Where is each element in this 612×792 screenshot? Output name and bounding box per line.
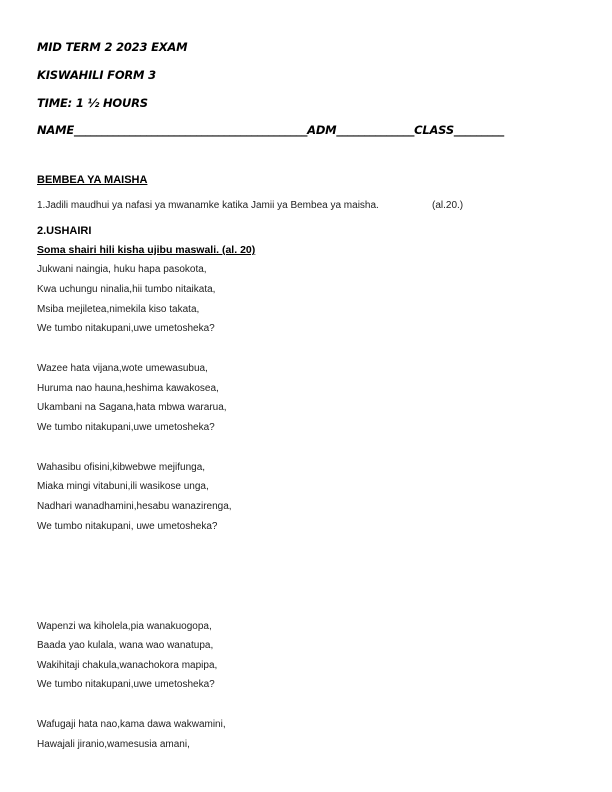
poem-line: Jukwani naingia, huku hapa pasokota, xyxy=(37,264,207,275)
poem-line: Miaka mingi vitabuni,ili wasikose unga, xyxy=(37,481,209,492)
poem-line: Msiba mejiletea,nimekila kiso takata, xyxy=(37,304,200,315)
poem-line: Nadhari wanadhamini,hesabu wanazirenga, xyxy=(37,501,232,512)
poem-line: Wapenzi wa kiholela,pia wanakuogopa, xyxy=(37,621,212,632)
poem-line: Ukambani na Sagana,hata mbwa wararua, xyxy=(37,402,227,413)
poem-line: We tumbo nitakupani, uwe umetosheka? xyxy=(37,521,218,532)
section2-title: 2.USHAIRI xyxy=(37,225,92,237)
question-1 xyxy=(37,200,379,211)
poem-line: Kwa uchungu ninalia,hii tumbo nitaikata, xyxy=(37,284,216,295)
poem-line: Wahasibu ofisini,kibwebwe mejifunga, xyxy=(37,462,206,473)
poem-line: We tumbo nitakupani,uwe umetosheka? xyxy=(37,323,215,334)
subject-title: KISWAHILI FORM 3 xyxy=(37,68,156,82)
poem-instruction: Soma shairi hili kisha ujibu maswali. (al. 20) xyxy=(37,244,256,256)
student-details-line: NAME__________________________________________ADM______________CLASS_________ xyxy=(37,123,504,137)
time-allowed: TIME: 1 ½ HOURS xyxy=(37,96,148,110)
question-1-marks: (al.20.) xyxy=(432,200,464,211)
poem-line: We tumbo nitakupani,uwe umetosheka? xyxy=(37,679,215,690)
poem-line: Huruma nao hauna,heshima kawakosea, xyxy=(37,383,219,394)
poem-line: We tumbo nitakupani,uwe umetosheka? xyxy=(37,422,215,433)
exam-title: MID TERM 2 2023 EXAM xyxy=(37,40,188,54)
section1-title: BEMBEA YA MAISHA xyxy=(37,174,148,186)
question-1-text: 1.Jadili maudhui ya nafasi ya mwanamke katika Jamii ya Bembea ya maisha. xyxy=(37,200,379,211)
poem-line: Wakihitaji chakula,wanachokora mapipa, xyxy=(37,660,218,671)
poem-line: Hawajali jiranio,wamesusia amani, xyxy=(37,739,190,750)
poem-line: Baada yao kulala, wana wao wanatupa, xyxy=(37,640,214,651)
poem-line: Wazee hata vijana,wote umewasubua, xyxy=(37,363,208,374)
poem-line: Wafugaji hata nao,kama dawa wakwamini, xyxy=(37,719,226,730)
